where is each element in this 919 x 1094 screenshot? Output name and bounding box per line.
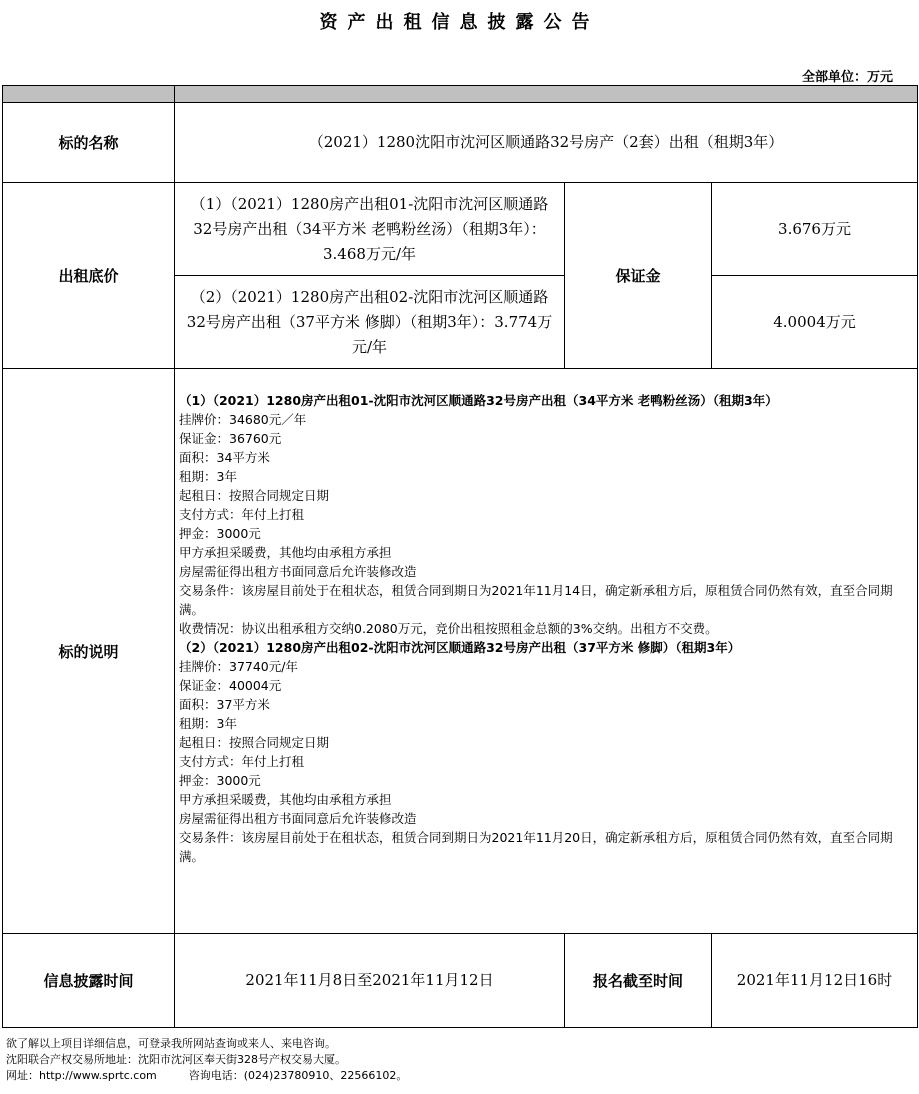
website-link[interactable]: 网址：http://www.sprtc.com: [6, 1069, 157, 1082]
disclosure-time-label: 信息披露时间: [3, 934, 175, 1028]
description-cell: [175, 369, 918, 934]
description-line: 交易条件：该房屋目前处于在租状态，租赁合同到期日为2021年11月14日，确定新承租方后，原租赁合同仍然有效，直至合同期满。: [179, 583, 893, 617]
deadline-label: 报名截至时间: [565, 934, 712, 1028]
description-line: 房屋需征得出租方书面同意后允许装修改造: [179, 564, 417, 579]
disclosure-time-value: 2021年11月8日至2021年11月12日: [175, 934, 565, 1028]
name-value: （2021）1280沈阳市沈河区顺通路32号房产（2套）出租（租期3年）: [175, 103, 918, 183]
deposit-item-1: 3.676万元: [712, 183, 918, 276]
footer: [6, 1036, 407, 1084]
description-line: 支付方式：年付上打租: [179, 754, 305, 769]
price-item-1: （1）（2021）1280房产出租01-沈阳市沈河区顺通路32号房产出租（34平方米 老鸭粉丝汤）（租期3年）：3.468万元/年: [175, 183, 565, 276]
name-row: [3, 103, 918, 183]
description-line: 租期：3年: [179, 716, 237, 731]
page-title: 资产出租信息披露公告: [319, 12, 600, 33]
description-label: 标的说明: [3, 369, 175, 934]
phone-number: 咨询电话：(024)23780910、22566102。: [188, 1069, 408, 1082]
description-line: 面积：37平方米: [179, 697, 270, 712]
description-line: 租期：3年: [179, 469, 237, 484]
footer-line-3: [6, 1068, 407, 1084]
description-line: 甲方承担采暖费，其他均由承租方承担: [179, 545, 392, 560]
deadline-value: 2021年11月12日16时: [712, 934, 918, 1028]
footer-line-2: 沈阳联合产权交易所地址：沈阳市沈河区奉天街328号产权交易大厦。: [6, 1053, 346, 1066]
description-line: 挂牌价：34680元／年: [179, 412, 307, 427]
time-row: [3, 934, 918, 1028]
deposit-label: 保证金: [565, 183, 712, 369]
price-label: 出租底价: [3, 183, 175, 369]
header-cell: [3, 86, 175, 103]
description-line: 押金：3000元: [179, 773, 261, 788]
header-cell: [175, 86, 918, 103]
price-row-1: [3, 183, 918, 276]
description-line: 起租日：按照合同规定日期: [179, 735, 330, 750]
unit-note: 全部单位：万元: [801, 70, 893, 85]
description-line: 交易条件：该房屋目前处于在租状态，租赁合同到期日为2021年11月20日，确定新承租方后，原租赁合同仍然有效，直至合同期满。: [179, 830, 893, 864]
description-line: 收费情况：协议出租承租方交纳0.2080万元，竞价出租按照租金总额的3%交纳。出租方不交费。: [179, 621, 718, 636]
description-line: 保证金：36760元: [179, 431, 282, 446]
footer-line-1: 欲了解以上项目详细信息，可登录我所网站查询或来人、来电咨询。: [6, 1037, 336, 1050]
deposit-item-2: 4.0004万元: [712, 276, 918, 369]
disclosure-table: [2, 85, 918, 1028]
description-line: 面积：34平方米: [179, 450, 270, 465]
description-row: [3, 369, 918, 934]
description-section-2: [179, 638, 913, 866]
description-line: 挂牌价：37740元/年: [179, 659, 298, 674]
description-line: 支付方式：年付上打租: [179, 507, 305, 522]
price-item-2: （2）（2021）1280房产出租02-沈阳市沈河区顺通路32号房产出租（37平方米 修脚）（租期3年）：3.774万元/年: [175, 276, 565, 369]
description-heading: （1）（2021）1280房产出租01-沈阳市沈河区顺通路32号房产出租（34平方米 老鸭粉丝汤）（租期3年）: [179, 393, 778, 408]
description-line: 保证金：40004元: [179, 678, 282, 693]
description-line: 押金：3000元: [179, 526, 261, 541]
description-line: 房屋需征得出租方书面同意后允许装修改造: [179, 811, 417, 826]
name-label: 标的名称: [3, 103, 175, 183]
description-section-1: [179, 391, 913, 638]
description-line: 起租日：按照合同规定日期: [179, 488, 330, 503]
header-row: [3, 86, 918, 103]
description-line: 甲方承担采暖费，其他均由承租方承担: [179, 792, 392, 807]
description-heading: （2）（2021）1280房产出租02-沈阳市沈河区顺通路32号房产出租（37平方米 修脚）（租期3年）: [179, 640, 741, 655]
